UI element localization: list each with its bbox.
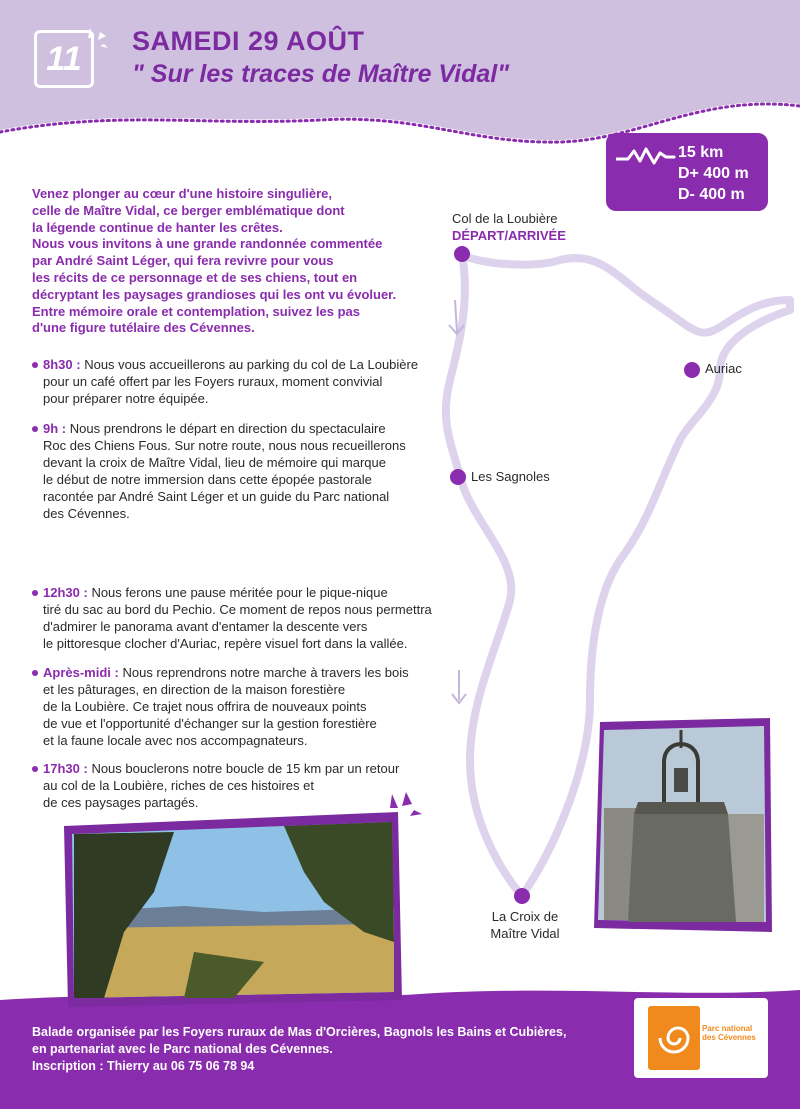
- schedule-line: Nous ferons une pause méritée pour le pique-nique: [91, 585, 388, 600]
- schedule-line: devant la croix de Maître Vidal, lieu de mémoire qui marque: [43, 455, 386, 470]
- schedule-line: pour préparer notre équipée.: [43, 391, 209, 406]
- stat-descent: D- 400 m: [678, 186, 745, 203]
- map-label-col: Col de la Loubière: [452, 211, 558, 226]
- schedule-line: le pittoresque clocher d'Auriac, repère visuel fort dans la vallée.: [43, 636, 408, 651]
- schedule-time: 12h30 :: [43, 585, 88, 600]
- bullet-icon: [32, 426, 38, 432]
- schedule-item-0900: [32, 420, 472, 522]
- schedule-line: Nous reprendrons notre marche à travers les bois: [122, 665, 409, 680]
- croix-marker: [514, 888, 530, 904]
- bullet-icon: [32, 362, 38, 368]
- bullet-icon: [32, 670, 38, 676]
- schedule-line: de vue et l'opportunité d'échanger sur la gestion forestière: [43, 716, 377, 731]
- footer-text: [32, 1024, 566, 1075]
- intro-line: par André Saint Léger, qui fera revivre pour vous: [32, 253, 334, 269]
- intro-line: Venez plonger au cœur d'une histoire singulière,: [32, 186, 332, 201]
- schedule-line: de la Loubière. Ce trajet nous offrira de nouveaux points: [43, 699, 367, 714]
- croix-line-2: Maître Vidal: [490, 926, 560, 941]
- stone-cross-photo: [594, 718, 772, 932]
- schedule-line: racontée par André Saint Léger et un guide du Parc national: [43, 489, 390, 504]
- schedule-time: Après-midi :: [43, 665, 119, 680]
- schedule-time: 9h :: [43, 421, 67, 436]
- croix-line-1: La Croix de: [491, 909, 559, 924]
- spiral-icon: [648, 1006, 700, 1070]
- logo-word: national: [721, 1024, 753, 1033]
- edition-number-badge: 11: [34, 30, 94, 88]
- schedule-item-1230: [32, 584, 472, 652]
- schedule-line: Nous prendrons le départ en direction du spectaculaire: [69, 421, 386, 436]
- bullet-icon: [32, 766, 38, 772]
- intro-line: d'une figure tutélaire des Cévennes.: [32, 320, 255, 336]
- event-date: SAMEDI 29 AOÛT: [132, 26, 365, 56]
- schedule-item-apres-midi: [32, 664, 472, 749]
- parc-national-logo: [634, 998, 768, 1078]
- stat-distance: 15 km: [678, 144, 724, 161]
- landscape-photo: [64, 812, 402, 1007]
- intro-line: décryptant les paysages grandioses qui les ont vu évoluer.: [32, 286, 397, 302]
- intro-line: les récits de ce personnage et de ses chiens, tout en: [32, 269, 358, 285]
- schedule-time: 8h30 :: [43, 357, 81, 372]
- intro-line: Entre mémoire orale et contemplation, suivez les pas: [32, 303, 360, 319]
- logo-word: des: [702, 1033, 716, 1042]
- map-label-auriac: Auriac: [705, 361, 742, 376]
- schedule-line: de ces paysages partagés.: [43, 795, 199, 810]
- schedule-line: Roc des Chiens Fous. Sur notre route, nous nous recueillerons: [43, 438, 406, 453]
- intro-line: Nous vous invitons à une grande randonnée commentée: [32, 236, 383, 252]
- stat-ascent: D+ 400 m: [678, 165, 749, 182]
- schedule-line: pour un café offert par les Foyers ruraux, moment convivial: [43, 374, 383, 389]
- splash-icon: [86, 26, 110, 56]
- intro-text: [32, 186, 447, 337]
- splash-icon: [388, 790, 424, 820]
- footer-line: Balade organisée par les Foyers ruraux de Mas d'Orcières, Bagnols les Bains et Cubières,: [32, 1025, 567, 1039]
- schedule-line: d'admirer le panorama avant d'entamer la descente vers: [43, 619, 368, 634]
- bullet-icon: [32, 590, 38, 596]
- map-label-sagnoles: Les Sagnoles: [471, 469, 550, 484]
- map-label-croix: [482, 908, 568, 942]
- schedule-time: 17h30 :: [43, 761, 88, 776]
- schedule-line: Nous bouclerons notre boucle de 15 km par un retour: [91, 761, 400, 776]
- logo-word: Parc: [702, 1024, 720, 1033]
- schedule-line: et les pâturages, en direction de la maison forestière: [43, 682, 346, 697]
- schedule-line: le début de notre immersion dans cette épopée pastorale: [43, 472, 372, 487]
- elevation-profile-icon: [616, 145, 676, 167]
- event-title: " Sur les traces de Maître Vidal": [132, 60, 510, 88]
- intro-line: la légende continue de hanter les crêtes.: [32, 219, 283, 235]
- schedule-line: au col de la Loubière, riches de ces histoires et: [43, 778, 314, 793]
- logo-text: [702, 1024, 756, 1042]
- schedule-line: des Cévennes.: [43, 506, 130, 521]
- logo-emblem: [648, 1006, 700, 1070]
- intro-line: celle de Maître Vidal, ce berger emblématique dont: [32, 202, 345, 218]
- footer-line: en partenariat avec le Parc national des Cévennes.: [32, 1042, 333, 1056]
- logo-word: Cévennes: [718, 1033, 756, 1042]
- schedule-line: tiré du sac au bord du Pechio. Ce moment de repos nous permettra: [43, 602, 432, 617]
- registration-contact: Inscription : Thierry au 06 75 06 78 94: [32, 1059, 255, 1073]
- schedule-line: et la faune locale avec nos accompagnateurs.: [43, 733, 308, 748]
- schedule-line: Nous vous accueillerons au parking du col de La Loubière: [84, 357, 419, 372]
- auriac-marker: [684, 362, 700, 378]
- map-label-start: DÉPART/ARRIVÉE: [452, 228, 566, 243]
- schedule-item-0830: [32, 356, 472, 407]
- stats-box: [606, 133, 768, 211]
- start-point-marker: [454, 246, 470, 262]
